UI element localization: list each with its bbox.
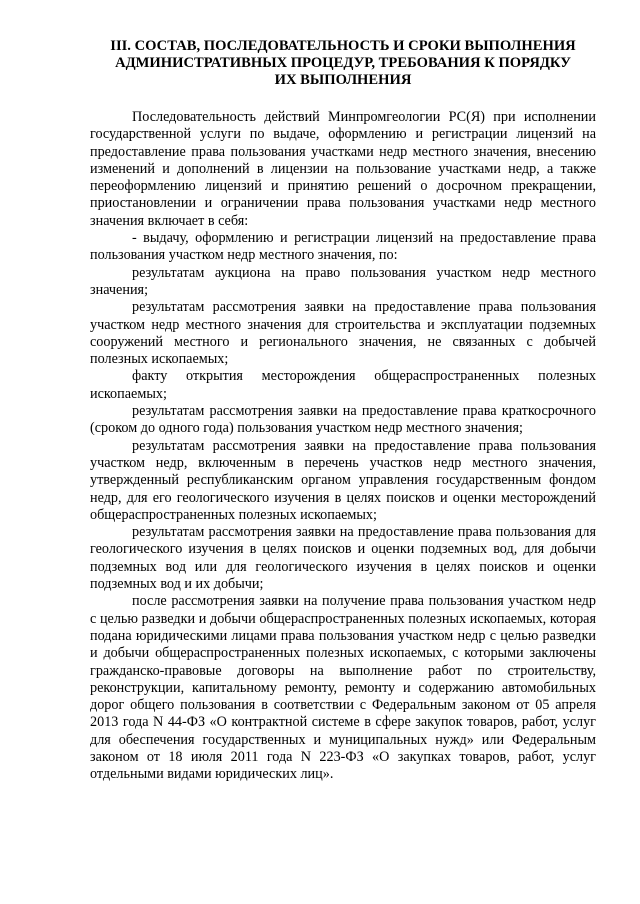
heading-line: III. СОСТАВ, ПОСЛЕДОВАТЕЛЬНОСТЬ И СРОКИ ВЫПОЛНЕНИЯ (110, 38, 576, 54)
document-page (90, 38, 596, 784)
paragraph-geological-study: результатам рассмотрения заявки на предоставление права пользования участком недр, включенным в перечень участков недр местного значения, утвержденный республиканским органом управления государственным фондом недр, для его геологического изучения в целях поисков и оценки месторождений общераспространенных полезных ископаемых; (90, 437, 596, 523)
paragraph-auction: результатам аукциона на право пользования участком недр местного значения; (90, 264, 596, 298)
section-heading (90, 38, 596, 89)
paragraph-road-contracts: после рассмотрения заявки на получение права пользования участком недр с целью разведки и добычи общераспространенных полезных ископаемых, которая подана юридическими лицами права пользования участком недр с целью разведки и добычи общераспространенных полезных ископаемых, с которыми заключены гражданско-правовые договоры на выполнение работ по строительству, реконструкции, капитальному ремонту, ремонту и содержанию автомобильных дорог общего пользования в соответствии с Федеральным законом от 05 апреля 2013 года N 44-ФЗ «О контрактной системе в сфере закупок товаров, работ, услуг для обеспечения государственных и муниципальных нужд» или Федеральным законом от 18 июля 2011 года N 223-ФЗ «О закупках товаров, работ, услуг отдельными видами юридических лиц». (90, 593, 596, 783)
section-body (90, 109, 596, 784)
paragraph-short-term-use: результатам рассмотрения заявки на предоставление права краткосрочного (сроком до одного года) пользования участком недр местного значения; (90, 403, 596, 437)
heading-line: ИХ ВЫПОЛНЕНИЯ (274, 72, 412, 88)
paragraph-groundwater: результатам рассмотрения заявки на предоставление права пользования для геологического изучения в целях поисков и оценки подземных вод, для добычи подземных вод или для геологического изучения в целях поисков и оценки подземных вод и их добычи; (90, 524, 596, 593)
paragraph-list-lead: - выдачу, оформлению и регистрации лицензий на предоставление права пользования участком недр местного значения, по: (90, 230, 596, 264)
paragraph-intro: Последовательность действий Минпромгеологии РС(Я) при исполнении государственной услуги по выдаче, оформлению и регистрации лицензий на предоставление права пользования участками недр местного значения, внесению изменений и дополнений в лицензии на пользование участками недр, а также переоформлению лицензий и принятию решений о досрочном прекращении, приостановлении и ограничении права пользования участками недр местного значения включает в себя: (90, 109, 596, 229)
heading-line: АДМИНИСТРАТИВНЫХ ПРОЦЕДУР, ТРЕБОВАНИЯ К ПОРЯДКУ (115, 55, 571, 71)
paragraph-underground-structures: результатам рассмотрения заявки на предоставление права пользования участком недр местного значения для строительства и эксплуатации подземных сооружений местного и регионального значения, не связанных с добычей полезных ископаемых; (90, 299, 596, 368)
paragraph-deposit-discovery: факту открытия месторождения общераспространенных полезных ископаемых; (90, 368, 596, 402)
